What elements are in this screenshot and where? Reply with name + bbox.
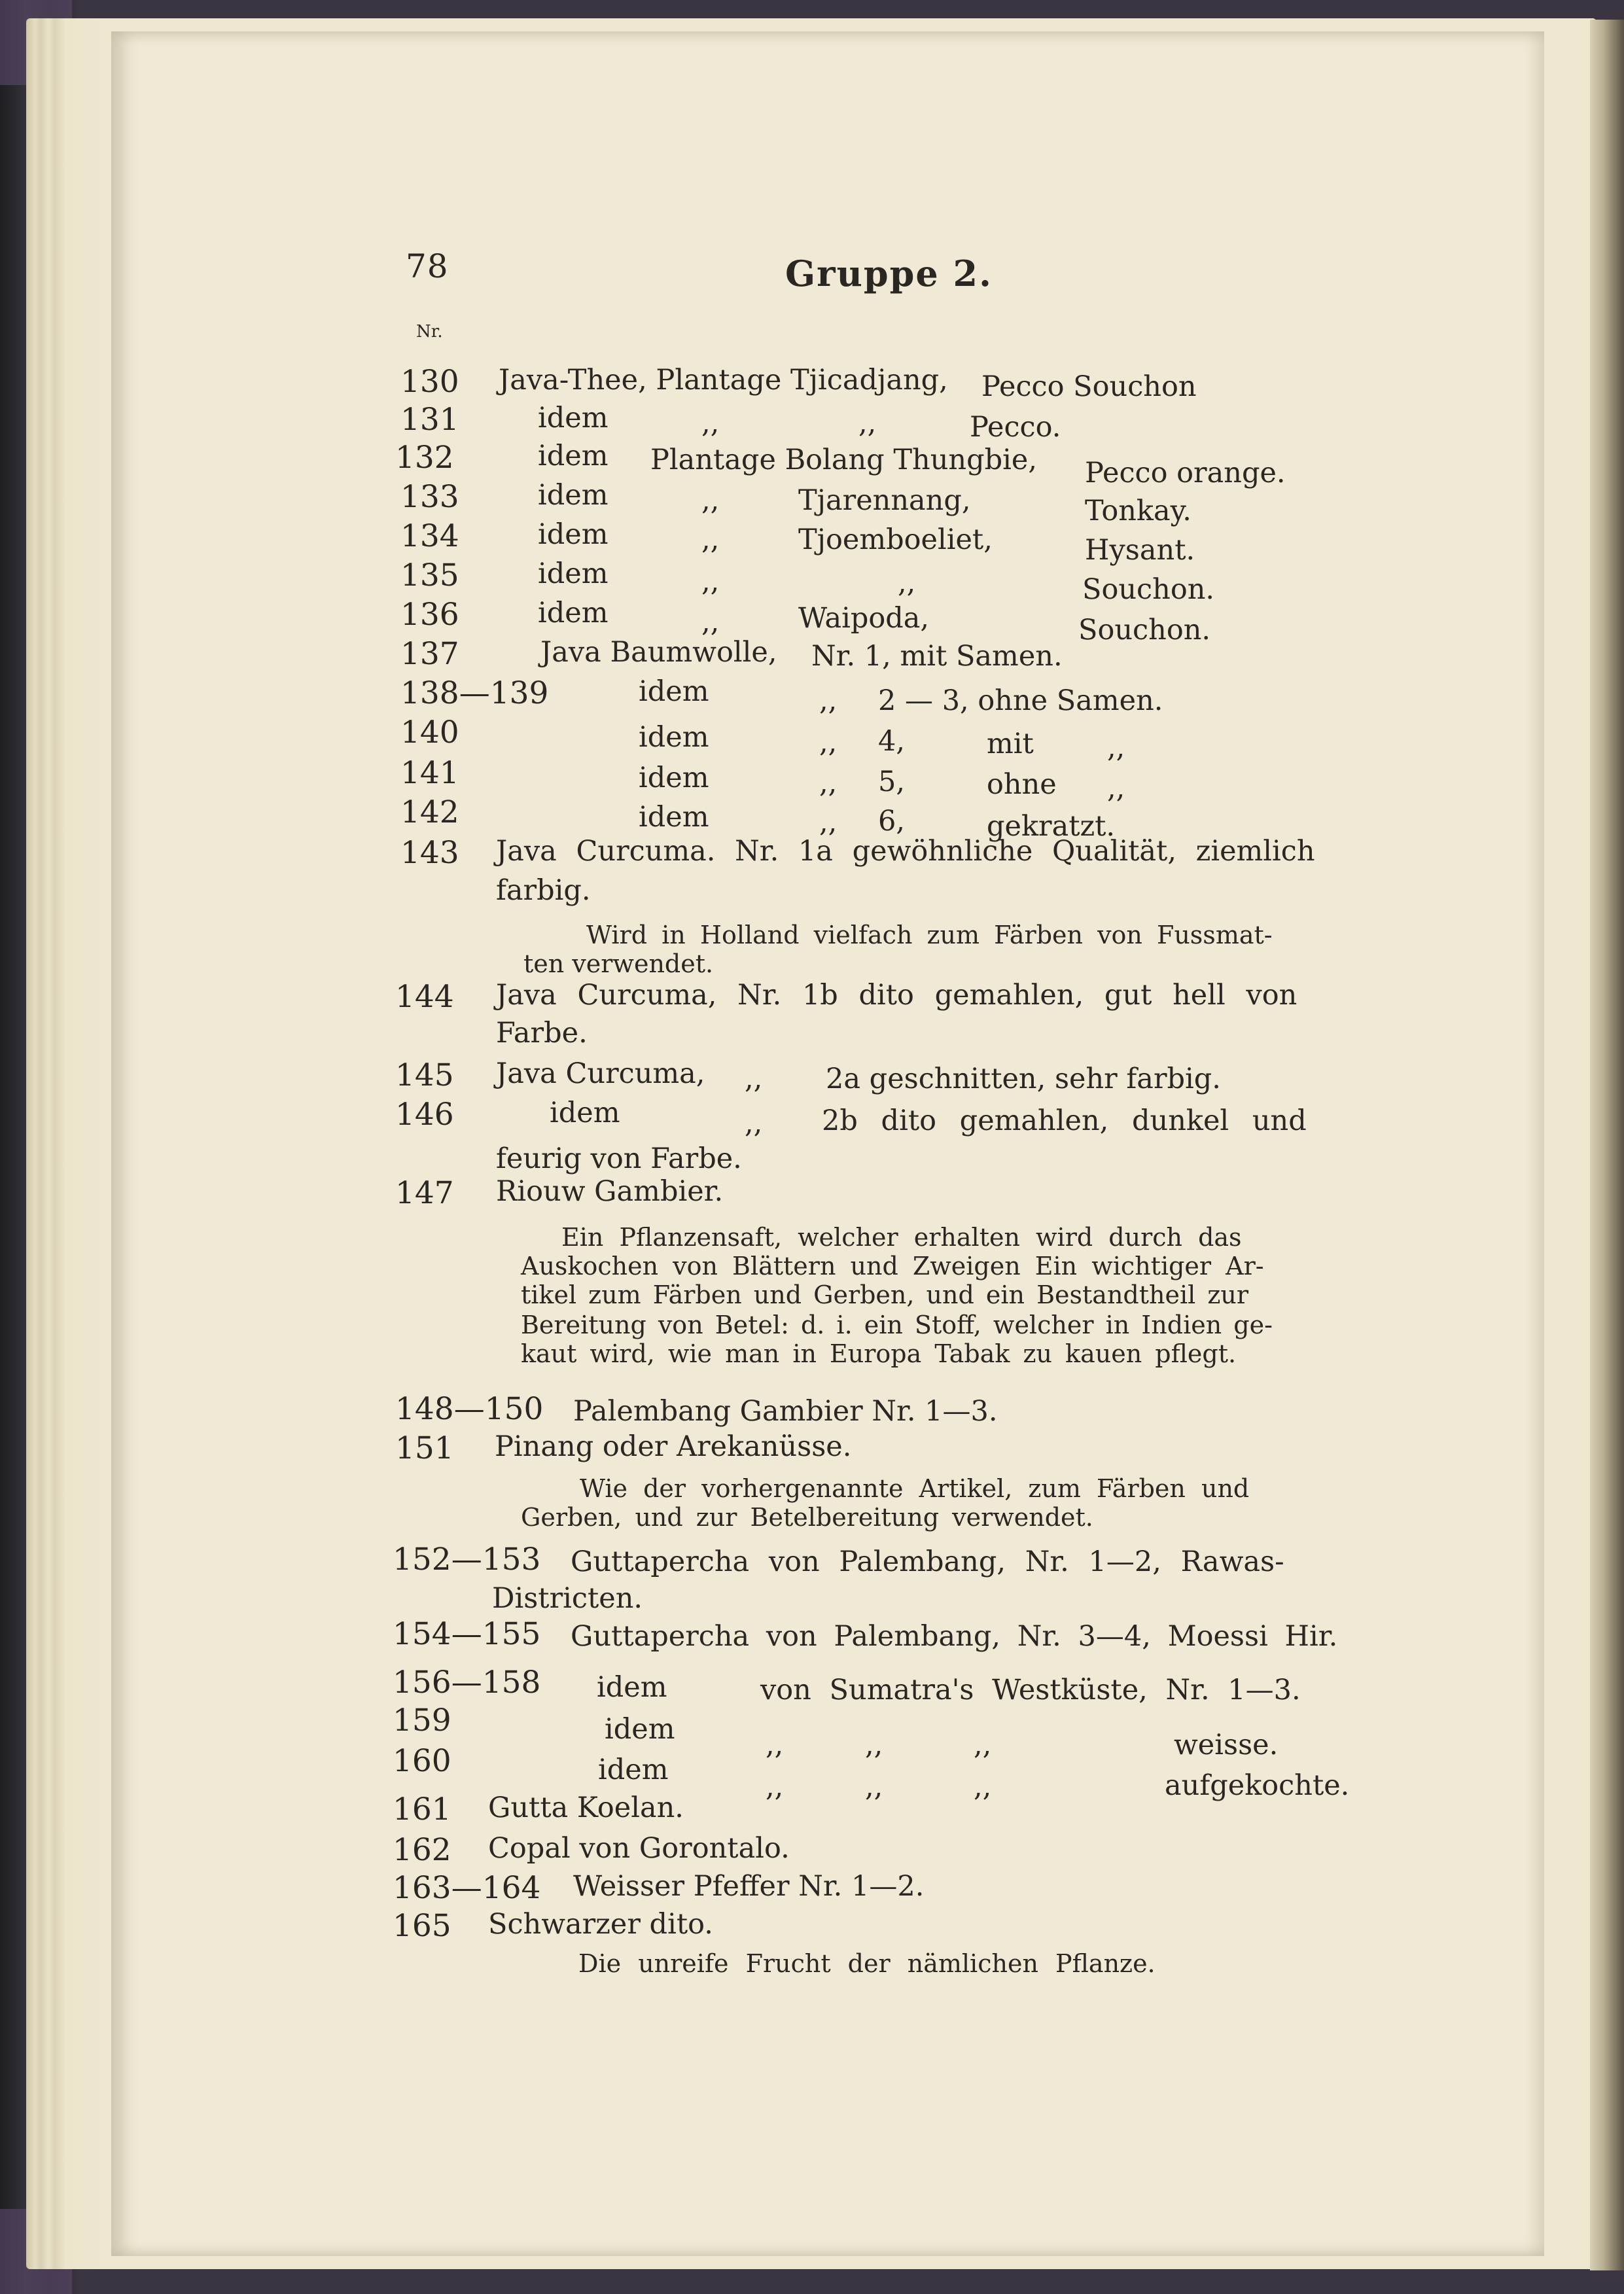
entry-text: idem: [639, 675, 709, 708]
entry-text: idem: [538, 518, 609, 551]
note-text: Die unreife Frucht der nämlichen Pflanze.: [578, 1949, 1156, 1978]
entry-text: idem: [597, 1671, 667, 1704]
entry-number: 144: [395, 979, 454, 1015]
ditto-mark: ,,: [819, 684, 838, 717]
entry-number: 135: [400, 557, 459, 593]
entry-text: idem: [538, 479, 609, 512]
ditto-mark: ,,: [745, 1063, 763, 1095]
ditto-mark: ,,: [819, 767, 838, 800]
entry-text: idem: [538, 440, 609, 472]
entry-number: 132: [395, 440, 454, 476]
entry-number: 134: [400, 518, 459, 554]
ditto-mark: ,,: [865, 1729, 883, 1761]
entry-text: Tjoemboeliet,: [798, 523, 993, 556]
entry-text: idem: [639, 801, 709, 834]
entry-number: 147: [395, 1175, 454, 1211]
entry-number: 146: [395, 1097, 454, 1133]
ditto-mark: ,,: [1107, 732, 1125, 764]
ditto-mark: ,,: [974, 1729, 992, 1761]
note-text: kaut wird, wie man in Europa Tabak zu kauen pflegt.: [521, 1339, 1237, 1368]
entry-text: Souchon.: [1078, 614, 1211, 646]
entry-number: 163—164: [393, 1870, 541, 1906]
entry-text: ohne: [987, 768, 1057, 801]
entry-text: idem: [538, 557, 609, 590]
entry-number: 145: [395, 1057, 454, 1093]
entry-number: 138—139: [400, 675, 549, 711]
entry-text: 2b dito gemahlen, dunkel und: [822, 1104, 1307, 1137]
column-label-nr: Nr.: [416, 322, 443, 342]
entry-text: weisse.: [1174, 1729, 1279, 1761]
entry-number: 136: [400, 597, 459, 633]
entry-text: Pecco.: [970, 411, 1061, 444]
ditto-mark: ,,: [701, 407, 720, 440]
entry-text: idem: [598, 1754, 669, 1786]
entry-text: Nr. 1, mit Samen.: [811, 640, 1063, 673]
entry-text: idem: [550, 1097, 620, 1129]
entry-text: Tonkay.: [1085, 495, 1192, 527]
entry-text: Pinang oder Arekanüsse.: [495, 1430, 852, 1463]
entry-text: Copal von Gorontalo.: [488, 1832, 790, 1865]
entry-text: Souchon.: [1082, 573, 1215, 606]
ditto-mark: ,,: [701, 606, 720, 639]
entry-text: 2a geschnitten, sehr farbig.: [826, 1063, 1221, 1095]
entry-text: Pecco Souchon: [981, 370, 1197, 403]
note-text: Gerben, und zur Betelbereitung verwendet.: [521, 1503, 1093, 1532]
entry-number: 131: [400, 402, 459, 438]
entry-text: von Sumatra's Westküste, Nr. 1—3.: [760, 1674, 1301, 1706]
entry-number: 165: [393, 1908, 451, 1944]
entry-number: 161: [393, 1791, 451, 1827]
entry-text: Guttapercha von Palembang, Nr. 1—2, Rawas-: [571, 1545, 1284, 1578]
entry-text: Palembang Gambier Nr. 1—3.: [573, 1395, 998, 1428]
entry-text: Tjarennang,: [798, 484, 971, 517]
entry-text: mit: [987, 728, 1034, 760]
entry-text-continued: Farbe.: [496, 1017, 588, 1050]
entry-number: 160: [393, 1743, 451, 1779]
entry-text: 5,: [878, 766, 906, 798]
ditto-mark: ,,: [745, 1107, 763, 1140]
entry-text: idem: [538, 402, 609, 434]
entry-number: 143: [400, 835, 459, 871]
ditto-mark: ,,: [766, 1771, 784, 1803]
entry-number: 154—155: [393, 1616, 541, 1652]
ditto-mark: ,,: [819, 726, 838, 759]
entry-number: 141: [400, 755, 459, 791]
entry-text: 2 — 3, ohne Samen.: [878, 684, 1163, 717]
entry-number: 156—158: [393, 1665, 541, 1701]
ditto-mark: ,,: [858, 407, 877, 440]
entry-text: Gutta Koelan.: [488, 1791, 684, 1824]
entry-number: 148—150: [395, 1391, 544, 1427]
ditto-mark: ,,: [1107, 772, 1125, 805]
entry-text: Waipoda,: [798, 602, 930, 635]
entry-text: Pecco orange.: [1085, 457, 1286, 489]
entry-text: idem: [639, 762, 709, 794]
entry-text: idem: [605, 1713, 675, 1746]
ditto-mark: ,,: [766, 1729, 784, 1761]
entry-number: 133: [400, 479, 459, 515]
ditto-mark: ,,: [701, 565, 720, 598]
entry-text: gekratzt.: [987, 810, 1116, 843]
entry-text: aufgekochte.: [1165, 1769, 1350, 1802]
entry-text: idem: [639, 721, 709, 754]
ditto-mark: ,,: [898, 567, 916, 599]
entry-text: Plantage Bolang Thungbie,: [650, 444, 1038, 476]
ditto-mark: ,,: [974, 1771, 992, 1803]
note-text: ten verwendet.: [523, 949, 714, 978]
page-number: 78: [406, 247, 449, 285]
entry-text: Hysant.: [1085, 534, 1195, 567]
entry-text: Schwarzer dito.: [488, 1908, 713, 1941]
ditto-mark: ,,: [865, 1771, 883, 1803]
ditto-mark: ,,: [701, 484, 720, 517]
entry-text-continued: Districten.: [492, 1582, 643, 1615]
entry-text: 4,: [878, 725, 906, 758]
entry-number: 142: [400, 794, 459, 830]
note-text: Wie der vorhergenannte Artikel, zum Färben und: [580, 1474, 1250, 1503]
entry-text: Weisser Pfeffer Nr. 1—2.: [573, 1870, 925, 1903]
entry-text: idem: [538, 597, 609, 629]
entry-number: 152—153: [393, 1542, 541, 1578]
entry-text-continued: farbig.: [496, 874, 591, 907]
page-title: Gruppe 2.: [785, 253, 993, 294]
note-text: Wird in Holland vielfach zum Färben von Fussmat-: [586, 921, 1273, 949]
entry-number: 159: [393, 1703, 451, 1738]
entry-number: 130: [400, 364, 459, 400]
entry-text: Guttapercha von Palembang, Nr. 3—4, Moessi Hir.: [571, 1620, 1338, 1653]
note-text: tikel zum Färben und Gerben, und ein Bestandtheil zur: [521, 1280, 1249, 1309]
entry-number: 162: [393, 1832, 451, 1868]
entry-number: 140: [400, 715, 459, 750]
entry-text: Java Curcuma. Nr. 1a gewöhnliche Qualität, ziemlich: [496, 835, 1315, 868]
ditto-mark: ,,: [819, 806, 838, 839]
note-text: Ein Pflanzensaft, welcher erhalten wird durch das: [561, 1223, 1242, 1252]
entry-text: Java Curcuma,: [496, 1057, 705, 1090]
entry-text: 6,: [878, 805, 906, 838]
ditto-mark: ,,: [701, 523, 720, 556]
entry-text: Java Curcuma, Nr. 1b dito gemahlen, gut hell von: [496, 979, 1297, 1012]
entry-number: 151: [395, 1430, 454, 1466]
note-text: Bereitung von Betel: d. i. ein Stoff, welcher in Indien ge-: [521, 1311, 1273, 1339]
entry-text: Riouw Gambier.: [496, 1175, 724, 1208]
entry-text-continued: feurig von Farbe.: [496, 1142, 742, 1175]
entry-text: Java-Thee, Plantage Tjicadjang,: [499, 364, 948, 397]
note-text: Auskochen von Blättern und Zweigen Ein wichtiger Ar-: [521, 1252, 1264, 1280]
entry-number: 137: [400, 636, 459, 672]
entry-text: Java Baumwolle,: [540, 636, 777, 669]
